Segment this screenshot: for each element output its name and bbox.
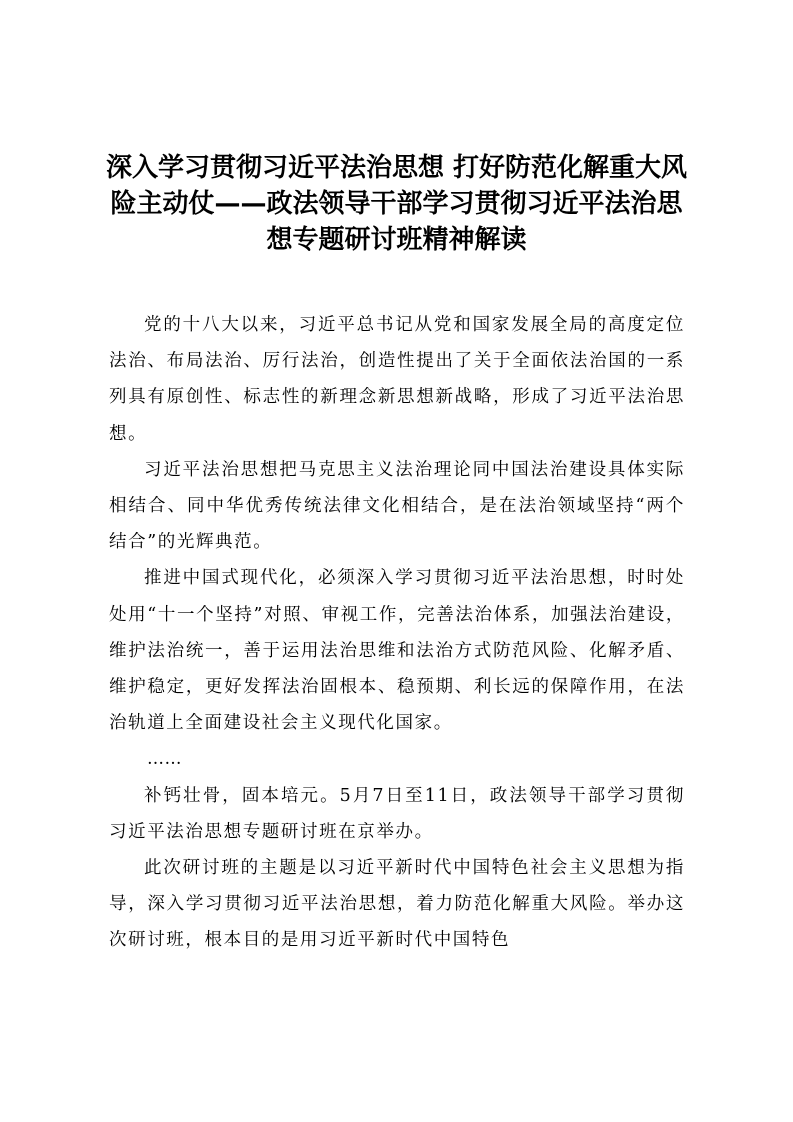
paragraph-1: 党的十八大以来，习近平总书记从党和国家发展全局的高度定位法治、布局法治、厉行法治，创造性提出了关于全面依法治国的一系列具有原创性、标志性的新理念新思想新战略，形成了习近平法治思想。 xyxy=(109,315,685,444)
paragraph-2: 习近平法治思想把马克思主义法治理论同中国法治建设具体实际相结合、同中华优秀传统法律文化相结合，是在法治领域坚持“两个结合”的光辉典范。 xyxy=(109,459,685,553)
document-title xyxy=(104,150,689,258)
document-title-text: 深入学习贯彻习近平法治思想 打好防范化解重大风险主动仗——政法领导干部学习贯彻习近平法治思想专题研讨班精神解读 xyxy=(105,153,688,255)
paragraph-3: 推进中国式现代化，必须深入学习贯彻习近平法治思想，时时处处用“十一个坚持”对照、审视工作，完善法治体系，加强法治建设，维护法治统一，善于运用法治思维和法治方式防范风险、化解矛盾、维护稳定，更好发挥法治固根本、稳预期、利长远的保障作用，在法治轨道上全面建设社会主义现代化国家。 xyxy=(109,568,685,734)
paragraph-5: 此次研讨班的主题是以习近平新时代中国特色社会主义思想为指导，深入学习贯彻习近平法治思想，着力防范化解重大风险。举办这次研讨班，根本目的是用习近平新时代中国特色 xyxy=(109,858,685,951)
document-body xyxy=(109,307,685,959)
paragraph-4: 补钙壮骨，固本培元。5月7日至11日，政法领导干部学习贯彻习近平法治思想专题研讨班在京举办。 xyxy=(109,785,685,842)
ellipsis-marker: …… xyxy=(147,749,182,770)
